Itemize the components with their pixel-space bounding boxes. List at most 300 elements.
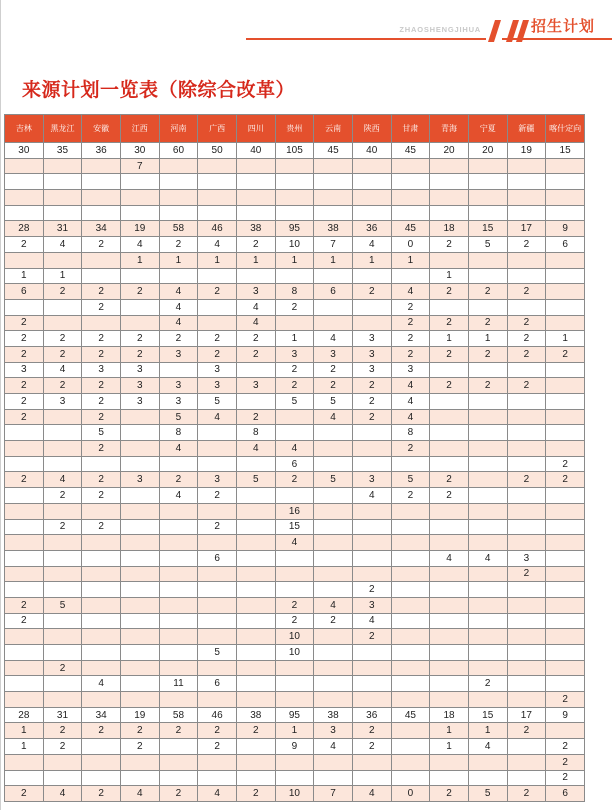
table-cell: 2 [43,660,82,676]
table-cell [120,488,159,504]
table-cell [468,535,507,551]
table-cell [198,456,237,472]
table-cell [546,362,585,378]
table-row [5,174,585,190]
table-cell [5,503,44,519]
table-cell [507,754,546,770]
table-cell [236,739,275,755]
table-row [5,472,585,488]
table-cell: 2 [391,299,430,315]
table-header [5,115,585,143]
table-cell [5,174,44,190]
table-cell: 46 [198,221,237,237]
table-cell [507,645,546,661]
table-cell [82,613,121,629]
table-cell: 5 [43,597,82,613]
table-cell [82,535,121,551]
table-cell: 2 [430,346,469,362]
table-cell [352,645,391,661]
table-row [5,409,585,425]
table-cell [352,660,391,676]
table-cell: 2 [507,284,546,300]
table-cell: 20 [468,143,507,159]
table-cell [82,456,121,472]
table-cell [43,441,82,457]
table-cell [468,409,507,425]
table-cell: 5 [468,786,507,802]
table-cell: 3 [236,284,275,300]
table-cell: 2 [5,378,44,394]
table-cell [430,645,469,661]
table-row [5,770,585,786]
table-cell [391,190,430,206]
table-cell [236,503,275,519]
table-cell: 2 [198,723,237,739]
column-header: 新疆 [507,115,546,143]
table-cell [430,158,469,174]
column-header: 黑龙江 [43,115,82,143]
table-cell [275,660,314,676]
table-row [5,425,585,441]
table-cell: 2 [391,488,430,504]
table-cell: 2 [82,409,121,425]
table-cell: 1 [159,252,198,268]
table-cell: 4 [43,362,82,378]
table-cell: 6 [275,456,314,472]
table-cell: 5 [198,394,237,410]
table-cell: 9 [546,221,585,237]
table-cell: 2 [43,488,82,504]
table-cell: 0 [391,237,430,253]
table-row [5,613,585,629]
table-cell: 2 [391,315,430,331]
table-cell [430,692,469,708]
table-cell: 2 [352,394,391,410]
column-header: 云南 [314,115,353,143]
table-cell: 10 [275,629,314,645]
table-cell: 1 [468,331,507,347]
table-cell [391,205,430,221]
table-cell: 4 [159,299,198,315]
table-cell: 2 [507,786,546,802]
table-cell [507,503,546,519]
table-cell [507,535,546,551]
table-cell: 38 [236,221,275,237]
table-cell [120,441,159,457]
table-cell: 4 [82,676,121,692]
table-cell: 2 [159,786,198,802]
table-cell [391,535,430,551]
table-cell: 8 [236,425,275,441]
table-row [5,519,585,535]
table-cell: 3 [43,394,82,410]
table-cell [43,754,82,770]
table-cell [275,692,314,708]
table-cell: 2 [468,284,507,300]
table-cell [198,754,237,770]
table-cell: 34 [82,221,121,237]
table-cell [43,676,82,692]
table-cell: 2 [159,331,198,347]
table-cell: 9 [546,707,585,723]
table-cell [5,582,44,598]
table-cell [352,205,391,221]
table-cell [314,770,353,786]
table-cell: 3 [352,472,391,488]
table-cell: 4 [120,786,159,802]
table-cell: 11 [159,676,198,692]
table-cell [275,425,314,441]
table-cell: 4 [314,597,353,613]
table-cell [391,597,430,613]
table-cell [159,739,198,755]
table-cell [468,597,507,613]
table-row [5,394,585,410]
table-cell: 2 [82,472,121,488]
table-cell: 6 [314,284,353,300]
column-header: 河南 [159,115,198,143]
table-cell [430,629,469,645]
table-cell [430,660,469,676]
table-cell [507,692,546,708]
table-cell [198,582,237,598]
table-cell: 28 [5,221,44,237]
table-cell [546,315,585,331]
table-cell: 31 [43,707,82,723]
table-cell: 2 [82,284,121,300]
table-cell [314,425,353,441]
table-cell: 2 [82,378,121,394]
table-cell: 2 [120,331,159,347]
table-cell [236,676,275,692]
table-cell [430,582,469,598]
table-cell [352,456,391,472]
table-cell [507,629,546,645]
table-cell [275,676,314,692]
table-cell: 15 [275,519,314,535]
table-cell [391,456,430,472]
table-row [5,143,585,159]
table-cell [236,394,275,410]
table-row [5,268,585,284]
table-cell [546,723,585,739]
table-cell [314,190,353,206]
table-cell: 45 [314,143,353,159]
table-cell: 3 [120,394,159,410]
table-cell [507,488,546,504]
table-cell: 3 [120,472,159,488]
table-cell [159,519,198,535]
table-cell [43,299,82,315]
table-cell: 95 [275,221,314,237]
table-row [5,645,585,661]
table-cell: 1 [391,252,430,268]
table-cell [43,770,82,786]
table-cell: 5 [82,425,121,441]
slash-mark-icon [480,14,536,44]
table-cell [43,252,82,268]
table-cell: 4 [236,441,275,457]
table-cell [120,597,159,613]
table-cell [391,692,430,708]
table-cell [275,205,314,221]
table-cell [159,158,198,174]
table-cell: 2 [352,284,391,300]
table-cell: 2 [507,472,546,488]
table-cell: 2 [5,394,44,410]
table-cell: 3 [352,331,391,347]
table-cell [391,550,430,566]
table-cell: 10 [275,645,314,661]
table-cell [5,158,44,174]
table-cell: 2 [82,723,121,739]
table-cell: 18 [430,707,469,723]
table-cell: 2 [82,331,121,347]
table-cell: 35 [43,143,82,159]
table-cell [5,629,44,645]
table-cell [82,190,121,206]
table-cell [507,441,546,457]
column-header: 四川 [236,115,275,143]
table-cell [314,503,353,519]
table-cell [275,550,314,566]
table-cell [82,582,121,598]
table-header-row [5,115,585,143]
table-body [5,143,585,802]
column-header: 江西 [120,115,159,143]
table-cell [82,754,121,770]
table-cell: 3 [352,597,391,613]
table-cell [314,456,353,472]
table-cell [314,299,353,315]
table-cell: 1 [5,723,44,739]
table-cell [236,597,275,613]
table-cell: 4 [352,488,391,504]
table-cell [352,190,391,206]
table-cell: 2 [198,331,237,347]
table-cell [546,676,585,692]
table-cell [120,770,159,786]
table-cell [314,441,353,457]
table-cell [198,425,237,441]
table-cell [198,190,237,206]
table-cell [468,488,507,504]
table-row [5,786,585,802]
table-cell [352,692,391,708]
table-cell: 2 [275,378,314,394]
table-cell [159,550,198,566]
table-cell: 2 [391,346,430,362]
table-cell: 2 [507,237,546,253]
table-cell [5,488,44,504]
table-cell [352,503,391,519]
table-cell: 45 [391,221,430,237]
table-cell: 2 [352,378,391,394]
table-cell [546,535,585,551]
table-row [5,205,585,221]
table-cell: 2 [430,472,469,488]
table-cell [546,519,585,535]
table-cell: 3 [82,362,121,378]
table-cell [468,441,507,457]
table-cell: 2 [43,284,82,300]
table-row [5,535,585,551]
table-cell [82,566,121,582]
table-cell [468,629,507,645]
table-cell: 2 [468,315,507,331]
table-cell: 58 [159,221,198,237]
table-cell [352,770,391,786]
table-row [5,315,585,331]
table-cell: 5 [159,409,198,425]
table-cell [198,613,237,629]
table-cell [468,205,507,221]
table-cell: 1 [314,252,353,268]
table-cell: 2 [82,488,121,504]
table-cell: 2 [507,346,546,362]
table-cell [546,252,585,268]
table-cell [82,739,121,755]
table-cell [43,174,82,190]
table-cell [430,597,469,613]
table-cell: 3 [159,346,198,362]
table-cell [507,299,546,315]
table-cell [507,268,546,284]
page-edge-rule [0,0,1,810]
table-cell [430,566,469,582]
table-cell: 15 [468,707,507,723]
table-cell [546,174,585,190]
table-cell: 4 [352,786,391,802]
table-cell [275,582,314,598]
table-cell [468,252,507,268]
table-cell: 50 [198,143,237,159]
table-cell [82,315,121,331]
table-cell: 3 [352,362,391,378]
table-cell [236,582,275,598]
table-cell [352,535,391,551]
table-cell [430,535,469,551]
table-cell [391,645,430,661]
table-cell [275,158,314,174]
table-cell: 17 [507,707,546,723]
table-cell: 2 [275,597,314,613]
table-cell [275,409,314,425]
table-cell: 4 [391,378,430,394]
table-cell: 2 [314,362,353,378]
table-cell [468,456,507,472]
table-cell: 3 [314,723,353,739]
table-cell [391,723,430,739]
table-cell [236,645,275,661]
table-cell: 2 [546,456,585,472]
table-cell: 2 [507,723,546,739]
table-cell: 2 [507,331,546,347]
table-cell [82,158,121,174]
table-cell: 1 [546,331,585,347]
table-cell [507,597,546,613]
table-cell [430,394,469,410]
table-cell [507,582,546,598]
table-cell [159,770,198,786]
table-cell: 2 [314,613,353,629]
column-header: 宁夏 [468,115,507,143]
table-cell [120,550,159,566]
table-cell [430,252,469,268]
table-cell [430,770,469,786]
table-cell: 45 [391,707,430,723]
table-cell: 8 [275,284,314,300]
table-cell: 2 [82,786,121,802]
table-cell: 1 [275,723,314,739]
table-cell [391,660,430,676]
table-cell: 4 [391,284,430,300]
table-cell: 5 [314,472,353,488]
table-cell [236,613,275,629]
table-cell [43,582,82,598]
table-cell [546,503,585,519]
table-cell: 1 [275,252,314,268]
table-cell: 6 [198,550,237,566]
table-cell [352,754,391,770]
table-cell: 2 [468,346,507,362]
table-cell: 19 [507,143,546,159]
table-cell [82,205,121,221]
table-cell: 6 [546,786,585,802]
table-cell: 2 [352,582,391,598]
table-cell: 4 [314,739,353,755]
table-cell: 3 [198,362,237,378]
table-cell [43,205,82,221]
table-cell: 34 [82,707,121,723]
table-cell [546,190,585,206]
table-cell [236,158,275,174]
table-cell [391,629,430,645]
table-cell: 2 [352,409,391,425]
table-cell: 4 [43,472,82,488]
table-cell: 2 [43,723,82,739]
table-cell [430,299,469,315]
table-cell [352,315,391,331]
table-cell [5,660,44,676]
table-cell: 15 [468,221,507,237]
table-row [5,441,585,457]
table-cell: 2 [352,739,391,755]
table-cell [391,503,430,519]
table-cell: 28 [5,707,44,723]
table-cell: 2 [5,331,44,347]
table-cell [430,205,469,221]
table-cell [314,174,353,190]
table-cell [120,315,159,331]
table-cell: 3 [507,550,546,566]
table-cell [82,645,121,661]
table-cell [236,535,275,551]
table-cell [5,676,44,692]
table-row [5,158,585,174]
table-cell [314,315,353,331]
table-row [5,378,585,394]
table-cell [198,299,237,315]
table-cell [352,268,391,284]
table-cell [120,425,159,441]
table-cell [352,676,391,692]
table-cell [391,566,430,582]
table-cell [236,488,275,504]
table-cell [120,535,159,551]
table-cell [198,441,237,457]
table-cell [352,174,391,190]
